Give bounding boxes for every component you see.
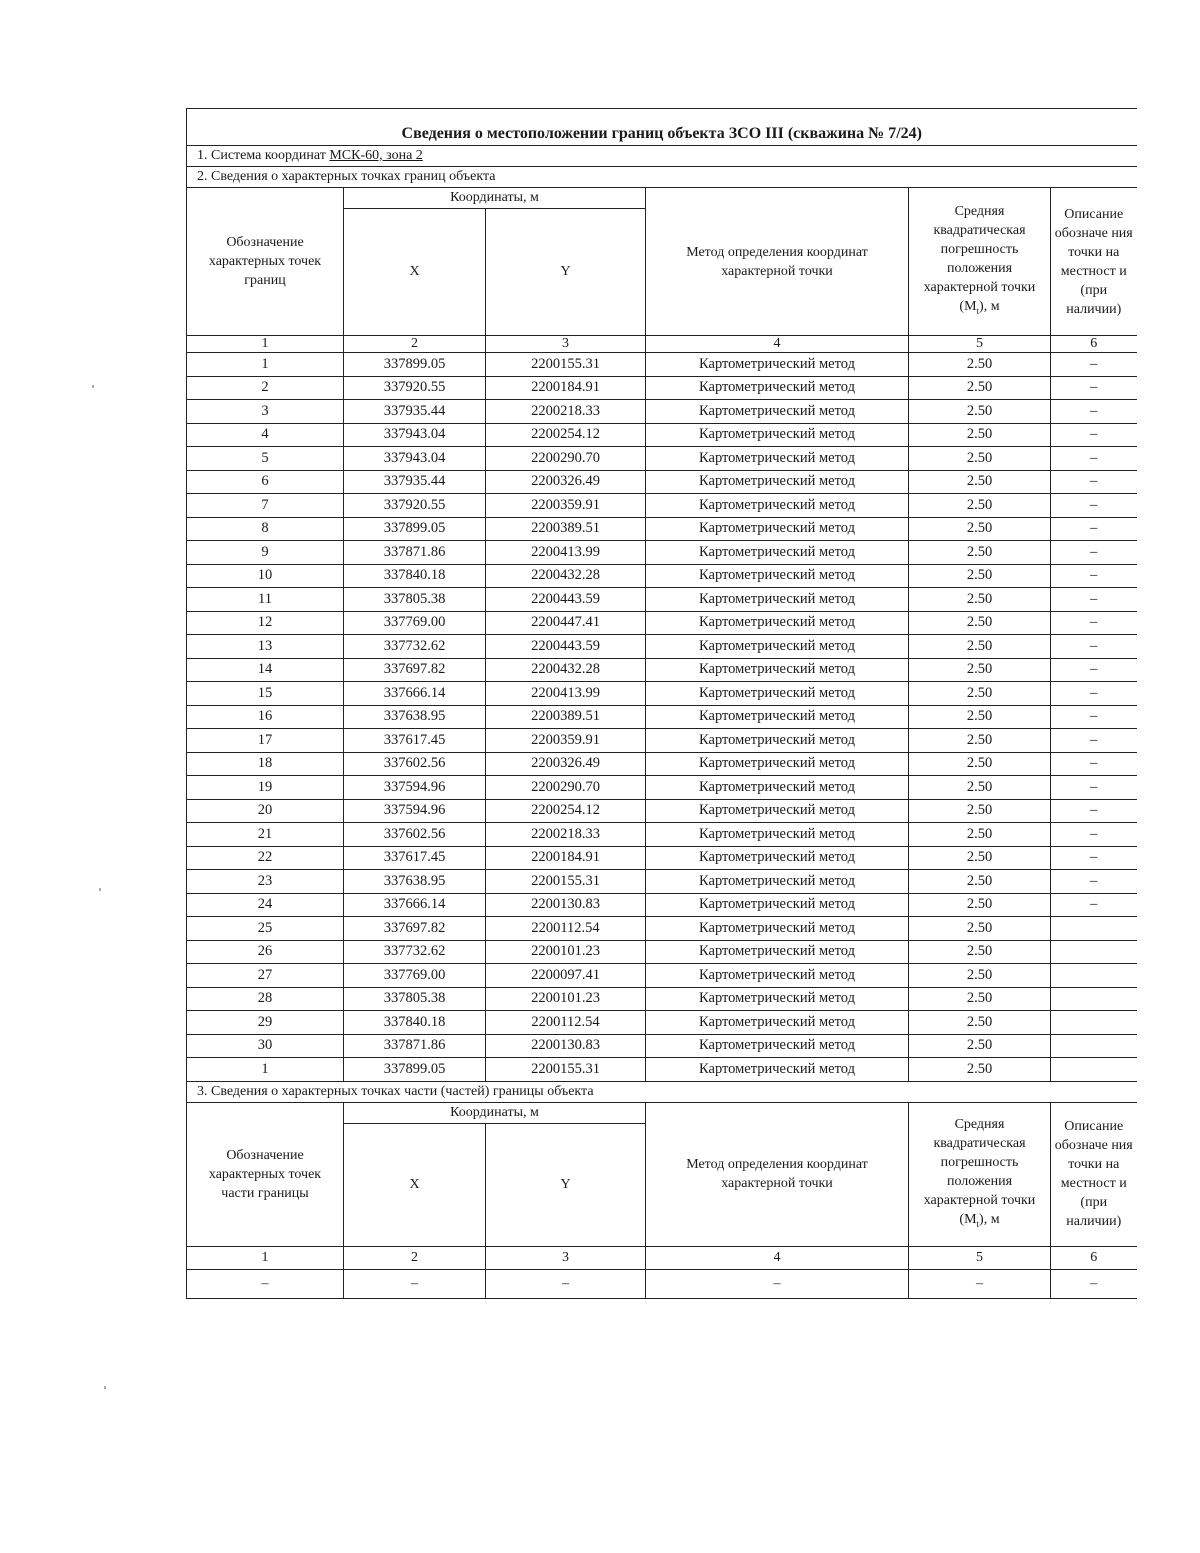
point-number-cell: 4 xyxy=(187,423,344,447)
point-number-cell: 22 xyxy=(187,846,344,870)
error-cell: 2.50 xyxy=(909,940,1051,964)
x-coordinate-cell: 337666.14 xyxy=(344,893,486,917)
method-cell: Картометрический метод xyxy=(646,588,909,612)
x-coordinate-cell: 337943.04 xyxy=(344,423,486,447)
x-coordinate-cell: 337732.62 xyxy=(344,635,486,659)
table-row xyxy=(187,611,1137,635)
x-coordinate-cell: 337617.45 xyxy=(344,846,486,870)
description-cell: – xyxy=(1051,611,1137,635)
point-number-cell: 5 xyxy=(187,447,344,471)
x-coordinate-cell: 337899.05 xyxy=(344,353,486,377)
method-cell: Картометрический метод xyxy=(646,635,909,659)
error-cell: 2.50 xyxy=(909,376,1051,400)
point-number-cell: 7 xyxy=(187,494,344,518)
scan-speck xyxy=(104,1386,106,1389)
x-coordinate-cell: 337899.05 xyxy=(344,517,486,541)
coordinate-system-prefix: 1. Система координат xyxy=(197,148,330,163)
x-coordinate-cell: 337935.44 xyxy=(344,400,486,424)
point-number-cell: 24 xyxy=(187,893,344,917)
table-row xyxy=(187,564,1137,588)
method-cell: Картометрический метод xyxy=(646,1034,909,1058)
error-cell: 2.50 xyxy=(909,470,1051,494)
method-cell: Картометрический метод xyxy=(646,776,909,800)
header-part-description: Описание обозначе ния точки на местност и (при наличии) xyxy=(1051,1102,1137,1246)
method-cell: Картометрический метод xyxy=(646,353,909,377)
header-y: Y xyxy=(486,209,646,336)
error-cell: 2.50 xyxy=(909,611,1051,635)
description-cell xyxy=(1051,964,1137,988)
table-row xyxy=(187,682,1137,706)
description-cell: – xyxy=(1051,588,1137,612)
method-cell: Картометрический метод xyxy=(646,682,909,706)
point-number-cell: 20 xyxy=(187,799,344,823)
column-number: 5 xyxy=(909,1246,1051,1269)
x-coordinate-cell: 337920.55 xyxy=(344,376,486,400)
table-row xyxy=(187,940,1137,964)
method-cell: Картометрический метод xyxy=(646,917,909,941)
table-row xyxy=(187,635,1137,659)
point-number-cell: 17 xyxy=(187,729,344,753)
error-cell: 2.50 xyxy=(909,1034,1051,1058)
section2-label: 2. Сведения о характерных точках границ объекта xyxy=(187,167,1137,188)
y-coordinate-cell: 2200359.91 xyxy=(486,729,646,753)
coordinate-system-line xyxy=(187,146,1137,167)
method-cell: Картометрический метод xyxy=(646,541,909,565)
method-cell: Картометрический метод xyxy=(646,799,909,823)
point-number-cell: 19 xyxy=(187,776,344,800)
x-coordinate-cell: 337697.82 xyxy=(344,917,486,941)
y-coordinate-cell: 2200130.83 xyxy=(486,1034,646,1058)
method-cell: Картометрический метод xyxy=(646,658,909,682)
table-row xyxy=(187,400,1137,424)
y-coordinate-cell: 2200290.70 xyxy=(486,776,646,800)
y-coordinate-cell: 2200101.23 xyxy=(486,940,646,964)
column-number: 1 xyxy=(187,1246,344,1269)
error-cell: 2.50 xyxy=(909,517,1051,541)
y-coordinate-cell: 2200155.31 xyxy=(486,870,646,894)
method-cell: Картометрический метод xyxy=(646,1011,909,1035)
method-cell: Картометрический метод xyxy=(646,494,909,518)
point-number-cell: 14 xyxy=(187,658,344,682)
y-coordinate-cell: 2200389.51 xyxy=(486,517,646,541)
description-cell: – xyxy=(1051,423,1137,447)
part-cell: – xyxy=(646,1269,909,1298)
point-number-cell: 12 xyxy=(187,611,344,635)
page-title: Сведения о местоположении границ объекта ЗСО III (скважина № 7/24) xyxy=(187,109,1137,146)
table-row xyxy=(187,799,1137,823)
column-number: 2 xyxy=(344,336,486,353)
error-cell: 2.50 xyxy=(909,846,1051,870)
table-row xyxy=(187,423,1137,447)
description-cell xyxy=(1051,1011,1137,1035)
column-numbers-row xyxy=(187,336,1137,353)
y-coordinate-cell: 2200447.41 xyxy=(486,611,646,635)
y-coordinate-cell: 2200101.23 xyxy=(486,987,646,1011)
description-cell: – xyxy=(1051,752,1137,776)
point-number-cell: 2 xyxy=(187,376,344,400)
method-cell: Картометрический метод xyxy=(646,870,909,894)
x-coordinate-cell: 337840.18 xyxy=(344,564,486,588)
description-cell: – xyxy=(1051,376,1137,400)
header-part-error: Средняя квадратическая погрешность положения характерной точки $(M_t)$, м xyxy=(909,1102,1051,1246)
error-cell: 2.50 xyxy=(909,400,1051,424)
description-cell xyxy=(1051,1034,1137,1058)
method-cell: Картометрический метод xyxy=(646,517,909,541)
error-cell: 2.50 xyxy=(909,635,1051,659)
point-number-cell: 8 xyxy=(187,517,344,541)
table-row xyxy=(187,823,1137,847)
part-cell: – xyxy=(1051,1269,1137,1298)
boundary-table xyxy=(186,108,1137,1299)
description-cell: – xyxy=(1051,353,1137,377)
part-cell: – xyxy=(486,1269,646,1298)
x-coordinate-cell: 337805.38 xyxy=(344,588,486,612)
method-cell: Картометрический метод xyxy=(646,447,909,471)
method-cell: Картометрический метод xyxy=(646,376,909,400)
table-row xyxy=(187,705,1137,729)
point-number-cell: 21 xyxy=(187,823,344,847)
error-cell: 2.50 xyxy=(909,705,1051,729)
error-cell: 2.50 xyxy=(909,776,1051,800)
scan-speck xyxy=(92,385,94,388)
header-x: X xyxy=(344,209,486,336)
table-row xyxy=(187,917,1137,941)
column-number: 3 xyxy=(486,336,646,353)
point-number-cell: 6 xyxy=(187,470,344,494)
error-cell: 2.50 xyxy=(909,729,1051,753)
header-part-method: Метод определения координат характерной точки xyxy=(646,1102,909,1246)
description-cell: – xyxy=(1051,494,1137,518)
error-cell: 2.50 xyxy=(909,658,1051,682)
table-row xyxy=(187,494,1137,518)
column-number: 6 xyxy=(1051,336,1137,353)
description-cell: – xyxy=(1051,470,1137,494)
y-coordinate-cell: 2200413.99 xyxy=(486,541,646,565)
method-cell: Картометрический метод xyxy=(646,705,909,729)
point-number-cell: 18 xyxy=(187,752,344,776)
method-cell: Картометрический метод xyxy=(646,846,909,870)
error-cell: 2.50 xyxy=(909,799,1051,823)
point-number-cell: 26 xyxy=(187,940,344,964)
table-row xyxy=(187,987,1137,1011)
point-number-cell: 27 xyxy=(187,964,344,988)
y-coordinate-cell: 2200326.49 xyxy=(486,752,646,776)
x-coordinate-cell: 337638.95 xyxy=(344,705,486,729)
point-number-cell: 3 xyxy=(187,400,344,424)
description-cell xyxy=(1051,940,1137,964)
table-row xyxy=(187,658,1137,682)
column-number: 4 xyxy=(646,336,909,353)
error-cell: 2.50 xyxy=(909,588,1051,612)
y-coordinate-cell: 2200218.33 xyxy=(486,400,646,424)
point-number-cell: 30 xyxy=(187,1034,344,1058)
error-cell: 2.50 xyxy=(909,1011,1051,1035)
x-coordinate-cell: 337732.62 xyxy=(344,940,486,964)
table-row xyxy=(187,517,1137,541)
description-cell: – xyxy=(1051,893,1137,917)
x-coordinate-cell: 337935.44 xyxy=(344,470,486,494)
description-cell: – xyxy=(1051,682,1137,706)
section3-label: 3. Сведения о характерных точках части (частей) границы объекта xyxy=(187,1081,1137,1102)
y-coordinate-cell: 2200413.99 xyxy=(486,682,646,706)
y-coordinate-cell: 2200112.54 xyxy=(486,1011,646,1035)
part-cell: – xyxy=(344,1269,486,1298)
error-cell: 2.50 xyxy=(909,752,1051,776)
description-cell: – xyxy=(1051,658,1137,682)
table-row xyxy=(187,964,1137,988)
x-coordinate-cell: 337602.56 xyxy=(344,823,486,847)
column-number: 6 xyxy=(1051,1246,1137,1269)
x-coordinate-cell: 337594.96 xyxy=(344,799,486,823)
error-cell: 2.50 xyxy=(909,964,1051,988)
point-number-cell: 10 xyxy=(187,564,344,588)
x-coordinate-cell: 337871.86 xyxy=(344,1034,486,1058)
description-cell: – xyxy=(1051,776,1137,800)
y-coordinate-cell: 2200432.28 xyxy=(486,658,646,682)
error-cell: 2.50 xyxy=(909,823,1051,847)
description-cell: – xyxy=(1051,564,1137,588)
table-row xyxy=(187,588,1137,612)
y-coordinate-cell: 2200130.83 xyxy=(486,893,646,917)
table-row xyxy=(187,846,1137,870)
part-table-row xyxy=(187,1269,1137,1298)
table-row xyxy=(187,1011,1137,1035)
x-coordinate-cell: 337594.96 xyxy=(344,776,486,800)
x-coordinate-cell: 337840.18 xyxy=(344,1011,486,1035)
y-coordinate-cell: 2200443.59 xyxy=(486,588,646,612)
scan-speck xyxy=(99,888,101,891)
method-cell: Картометрический метод xyxy=(646,1058,909,1082)
column-number: 1 xyxy=(187,336,344,353)
y-coordinate-cell: 2200443.59 xyxy=(486,635,646,659)
description-cell: – xyxy=(1051,729,1137,753)
description-cell: – xyxy=(1051,870,1137,894)
x-coordinate-cell: 337602.56 xyxy=(344,752,486,776)
y-coordinate-cell: 2200218.33 xyxy=(486,823,646,847)
y-coordinate-cell: 2200326.49 xyxy=(486,470,646,494)
description-cell: – xyxy=(1051,517,1137,541)
table-row xyxy=(187,447,1137,471)
table-row xyxy=(187,541,1137,565)
description-cell: – xyxy=(1051,400,1137,424)
description-cell xyxy=(1051,1058,1137,1082)
error-cell: 2.50 xyxy=(909,541,1051,565)
table-row xyxy=(187,1034,1137,1058)
table-row xyxy=(187,353,1137,377)
method-cell: Картометрический метод xyxy=(646,564,909,588)
table-row xyxy=(187,376,1137,400)
point-number-cell: 1 xyxy=(187,353,344,377)
part-column-numbers-row xyxy=(187,1246,1137,1269)
header-part-coords: Координаты, м xyxy=(344,1102,646,1123)
x-coordinate-cell: 337769.00 xyxy=(344,611,486,635)
point-number-cell: 11 xyxy=(187,588,344,612)
header-method: Метод определения координат характерной точки xyxy=(646,188,909,336)
method-cell: Картометрический метод xyxy=(646,940,909,964)
x-coordinate-cell: 337805.38 xyxy=(344,987,486,1011)
error-cell: 2.50 xyxy=(909,917,1051,941)
table-row xyxy=(187,729,1137,753)
description-cell: – xyxy=(1051,799,1137,823)
y-coordinate-cell: 2200254.12 xyxy=(486,799,646,823)
description-cell: – xyxy=(1051,447,1137,471)
error-cell: 2.50 xyxy=(909,682,1051,706)
point-number-cell: 25 xyxy=(187,917,344,941)
table-row xyxy=(187,1058,1137,1082)
point-number-cell: 23 xyxy=(187,870,344,894)
table-row xyxy=(187,752,1137,776)
description-cell: – xyxy=(1051,846,1137,870)
table-row xyxy=(187,470,1137,494)
description-cell: – xyxy=(1051,541,1137,565)
header-error: Средняя квадратическая погрешность положения характерной точки $(M_t)$, м xyxy=(909,188,1051,336)
description-cell: – xyxy=(1051,705,1137,729)
point-number-cell: 29 xyxy=(187,1011,344,1035)
y-coordinate-cell: 2200254.12 xyxy=(486,423,646,447)
method-cell: Картометрический метод xyxy=(646,752,909,776)
y-coordinate-cell: 2200290.70 xyxy=(486,447,646,471)
x-coordinate-cell: 337871.86 xyxy=(344,541,486,565)
point-number-cell: 9 xyxy=(187,541,344,565)
x-coordinate-cell: 337769.00 xyxy=(344,964,486,988)
y-coordinate-cell: 2200184.91 xyxy=(486,846,646,870)
point-number-cell: 13 xyxy=(187,635,344,659)
header-part-y: Y xyxy=(486,1123,646,1246)
column-number: 3 xyxy=(486,1246,646,1269)
description-cell: – xyxy=(1051,635,1137,659)
y-coordinate-cell: 2200155.31 xyxy=(486,1058,646,1082)
part-cell: – xyxy=(187,1269,344,1298)
y-coordinate-cell: 2200155.31 xyxy=(486,353,646,377)
header-description: Описание обозначе ния точки на местност и (при наличии) xyxy=(1051,188,1137,336)
method-cell: Картометрический метод xyxy=(646,964,909,988)
method-cell: Картометрический метод xyxy=(646,611,909,635)
part-cell: – xyxy=(909,1269,1051,1298)
table-row xyxy=(187,893,1137,917)
coordinate-system-value: МСК-60, зона 2 xyxy=(329,148,423,163)
y-coordinate-cell: 2200112.54 xyxy=(486,917,646,941)
y-coordinate-cell: 2200359.91 xyxy=(486,494,646,518)
x-coordinate-cell: 337617.45 xyxy=(344,729,486,753)
header-part-x: X xyxy=(344,1123,486,1246)
method-cell: Картометрический метод xyxy=(646,893,909,917)
point-number-cell: 15 xyxy=(187,682,344,706)
x-coordinate-cell: 337920.55 xyxy=(344,494,486,518)
point-number-cell: 1 xyxy=(187,1058,344,1082)
header-point: Обозначение характерных точек границ xyxy=(187,188,344,336)
header-coords: Координаты, м xyxy=(344,188,646,209)
description-cell xyxy=(1051,917,1137,941)
column-number: 5 xyxy=(909,336,1051,353)
point-number-cell: 16 xyxy=(187,705,344,729)
description-cell: – xyxy=(1051,823,1137,847)
x-coordinate-cell: 337666.14 xyxy=(344,682,486,706)
error-cell: 2.50 xyxy=(909,353,1051,377)
document-sheet xyxy=(186,108,1136,1299)
error-cell: 2.50 xyxy=(909,423,1051,447)
error-cell: 2.50 xyxy=(909,564,1051,588)
error-cell: 2.50 xyxy=(909,1058,1051,1082)
description-cell xyxy=(1051,987,1137,1011)
error-cell: 2.50 xyxy=(909,447,1051,471)
x-coordinate-cell: 337697.82 xyxy=(344,658,486,682)
method-cell: Картометрический метод xyxy=(646,729,909,753)
header-part-point: Обозначение характерных точек части границы xyxy=(187,1102,344,1246)
x-coordinate-cell: 337899.05 xyxy=(344,1058,486,1082)
error-cell: 2.50 xyxy=(909,893,1051,917)
error-cell: 2.50 xyxy=(909,870,1051,894)
table-row xyxy=(187,870,1137,894)
method-cell: Картометрический метод xyxy=(646,423,909,447)
y-coordinate-cell: 2200097.41 xyxy=(486,964,646,988)
table-row xyxy=(187,776,1137,800)
x-coordinate-cell: 337943.04 xyxy=(344,447,486,471)
column-number: 2 xyxy=(344,1246,486,1269)
column-number: 4 xyxy=(646,1246,909,1269)
method-cell: Картометрический метод xyxy=(646,987,909,1011)
error-cell: 2.50 xyxy=(909,494,1051,518)
method-cell: Картометрический метод xyxy=(646,823,909,847)
error-cell: 2.50 xyxy=(909,987,1051,1011)
point-number-cell: 28 xyxy=(187,987,344,1011)
method-cell: Картометрический метод xyxy=(646,470,909,494)
y-coordinate-cell: 2200432.28 xyxy=(486,564,646,588)
y-coordinate-cell: 2200389.51 xyxy=(486,705,646,729)
method-cell: Картометрический метод xyxy=(646,400,909,424)
x-coordinate-cell: 337638.95 xyxy=(344,870,486,894)
y-coordinate-cell: 2200184.91 xyxy=(486,376,646,400)
